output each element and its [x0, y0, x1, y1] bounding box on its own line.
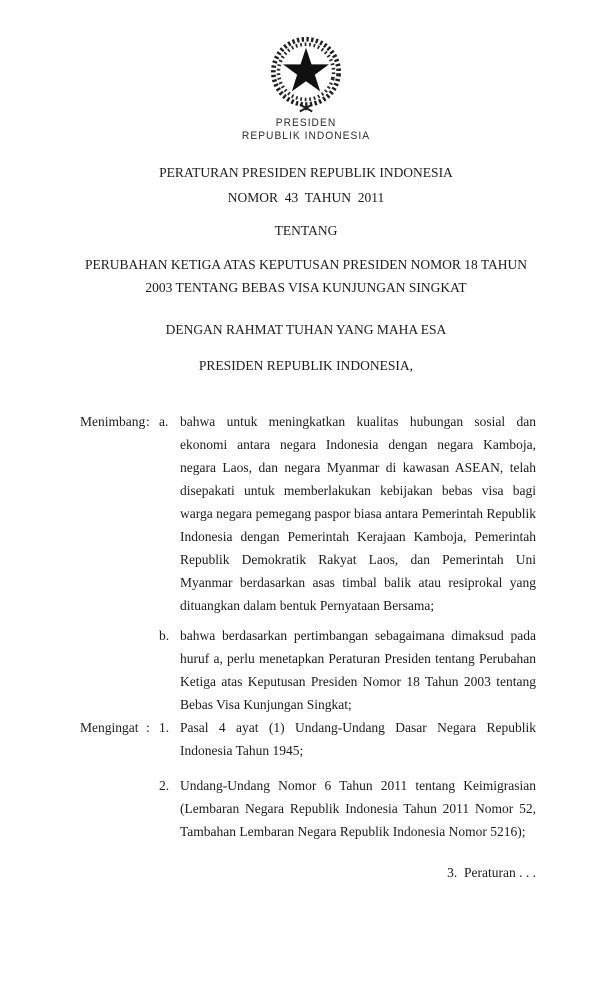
- item-text: Pasal 4 ayat (1) Undang-Undang Dasar Negara Republik Indonesia Tahun 1945;: [180, 720, 536, 758]
- issuer-line: PRESIDEN REPUBLIK INDONESIA,: [198, 358, 414, 373]
- considerations-block: [80, 410, 536, 716]
- regulation-number: NOMOR 43 TAHUN 2011: [227, 190, 385, 205]
- letterhead-org-line2: REPUBLIK INDONESIA: [241, 130, 371, 142]
- item-marker: 2.: [159, 778, 170, 793]
- about-label: TENTANG: [274, 223, 338, 238]
- item-text: bahwa untuk meningkatkan kualitas hubungan sosial dan ekonomi antara negara Indonesia dengan negara Kamboja, negara Laos, dan negara Myanmar di kawasan ASEAN, telah disepakati untuk memberlakukan kebijakan bebas visa bagi warga negara pemegang paspor biasa antara Pemerintah Republik Indonesia dengan Pemerintah Kerajaan Kamboja, Pemerintah Republik Demokratik Rakyat Laos, dan Pemerintah Uni Myanmar berdasarkan asas timbal balik atau resiprokal yang dituangkan dalam bentuk Pernyataan Bersama;: [180, 414, 536, 613]
- item-marker: a.: [159, 414, 169, 429]
- legal-basis-colon: :: [146, 720, 150, 735]
- catchword: 3. Peraturan . . .: [447, 865, 536, 880]
- legal-basis-item-2: [159, 774, 536, 843]
- consideration-item-a: [159, 410, 536, 617]
- preamble-clauses: [0, 410, 612, 843]
- star-wreath-icon: [259, 33, 353, 117]
- considerations-colon: :: [146, 414, 150, 429]
- regulation-type-title: PERATURAN PRESIDEN REPUBLIK INDONESIA: [159, 165, 453, 180]
- item-marker: 1.: [159, 720, 170, 735]
- letterhead-org-line1: PRESIDEN: [275, 117, 337, 129]
- legal-basis-label: Mengingat: [80, 720, 139, 735]
- item-marker: b.: [159, 628, 170, 643]
- item-text: bahwa berdasarkan pertimbangan sebagaimana dimaksud pada huruf a, perlu menetapkan Peraturan Presiden tentang Perubahan Ketiga atas Keputusan Presiden Nomor 18 Tahun 2003 tentang Bebas Visa Kunjungan Singkat;: [180, 628, 536, 712]
- title-block: [0, 164, 612, 374]
- legal-basis-item-1: [159, 716, 536, 762]
- item-text: Undang-Undang Nomor 6 Tahun 2011 tentang Keimigrasian (Lembaran Negara Republik Indonesia Tahun 2011 Nomor 52, Tambahan Lembaran Negara Republik Indonesia Nomor 5216);: [180, 778, 536, 839]
- regulation-subject: PERUBAHAN KETIGA ATAS KEPUTUSAN PRESIDEN NOMOR 18 TAHUN 2003 TENTANG BEBAS VISA KUNJUNGAN SINGKAT: [85, 257, 527, 295]
- considerations-label: Menimbang: [80, 414, 146, 429]
- letterhead: [0, 0, 612, 143]
- legal-basis-block: [80, 716, 536, 843]
- legal-basis-items: [159, 716, 536, 843]
- consideration-item-b: [159, 624, 536, 716]
- invocation-line: DENGAN RAHMAT TUHAN YANG MAHA ESA: [165, 322, 447, 337]
- considerations-items: [159, 410, 536, 716]
